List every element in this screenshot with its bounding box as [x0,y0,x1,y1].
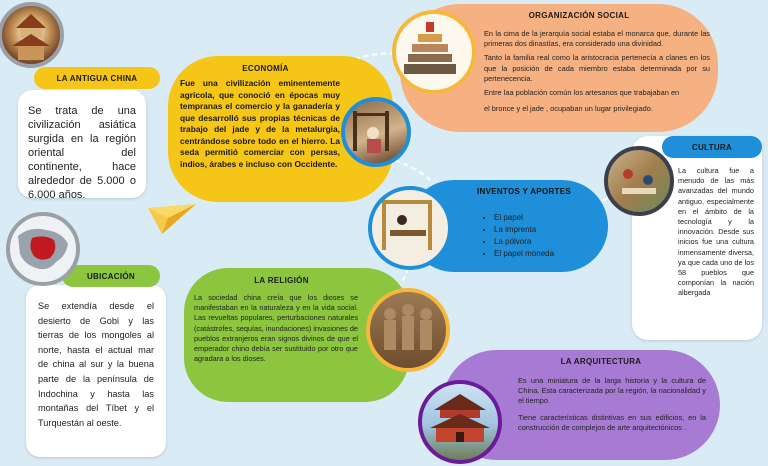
silk-weaver-illustration [345,101,407,163]
arquitectura-title: LA ARQUITECTURA [560,357,642,366]
cultura-title: CULTURA [691,143,733,152]
economia-text: Fue una civilización eminentemente agrícola, que conoció en épocas muy tempranas el comercio y la ganadería y que desarrolló sus propias técnicas de trabajo del jade y de la metalurgia, centrándose sobre todo en el hierro. La seda permitió comerciar con persas, indios, árabes e incluso con Occidente. [180,78,340,169]
paper-plane-icon [148,200,198,236]
inventos-item: • La imprenta [494,224,554,236]
inventos-item: • El papel [494,212,554,224]
printing-press-illustration [372,190,448,266]
organizacion-image [392,10,476,94]
organizacion-p2: Tanto la familia real como la aristocracia pertenecía a clanes en los que la posición de cada miembro estaba determinada por su pertenecencia. [484,53,710,83]
ubicacion-title: UBICACIÓN [86,272,136,281]
map-china-icon [10,216,76,282]
organizacion-p4: el bronce y el jade , ocupaban un lugar privilegiado. [484,104,653,114]
inventos-image [368,186,452,270]
ubicacion-card [26,285,166,457]
religion-text: La sociedad china creía que los dioses se manifestaban en la naturaleza y en la vida social. Las revueltas populares, perturbaciones naturales (catástrofes, sequías, inundaciones) invasiones de pueblos extranjeros eran signos divinos de que el emperador chino debía ser sustituido por otro que agradara a los dioses. [194,293,358,364]
organizacion-p1: En la cima de la jerarquía social estaba el monarca que, durante las primeras dos dinastías, era considerado una divinidad. [484,29,710,49]
cultura-text: La cultura fue a menudo de las más avanzadas del mundo antiguo, especialmente en el ámbito de la tecnología y la innovación. Desde sus inicios fue una cultura inmensamente diversa, ya que cada uno de los 58 pueblos que componían la nación albergada [678,166,754,298]
china-title-pill [34,67,160,89]
social-pyramid-illustration [396,14,472,90]
inventos-item: • La pólvora [494,236,554,248]
organizacion-p3: Entre laa población común los artesanos que trabajaban en [484,88,680,98]
temple-illustration [422,384,498,460]
arquitectura-text [518,376,706,433]
ubicacion-text: Se extendía desde el desierto de Gobi y las tierras de los mongoles al norte, hasta el actual mar de china al sur y la buena parte de la península de Indochina y hasta las montañas del Tíbet y el Turquestán al oeste. [38,301,154,428]
cultura-title-pill [662,136,762,158]
inventos-title: INVENTOS Y APORTES [476,187,572,196]
china-text: Se trata de una civilización asiática surgida en la región oriental del continente, hace alrededor de 5.000 o 6.000 años. [28,105,136,201]
arquitectura-p2: Tiene características distintivas en sus edificios, en la construcción de complejos de arte arquitectónicos . [518,412,706,432]
organizacion-title: ORGANIZACIÓN SOCIAL [528,11,630,20]
economia-image [341,97,411,167]
arquitectura-p1: Es una miniatura de la larga historia y la cultura de China. Esta caracterizada por la región, la nacionalidad y el tiempo. [518,376,706,406]
inventos-list [480,212,554,260]
economia-title: ECONOMÍA [242,64,289,73]
arquitectura-image [418,380,502,464]
religion-title: LA RELIGIÓN [254,276,309,285]
organizacion-text [484,29,710,114]
painting-illustration [608,150,670,212]
china-card [18,90,146,201]
ubicacion-title-pill [62,265,160,287]
cultura-image [604,146,674,216]
religion-image [366,288,450,372]
pagoda-illustration [2,6,60,64]
china-image [0,2,64,68]
china-title: LA ANTIGUA CHINA [56,74,138,83]
inventos-item: • El papel moneda [494,248,554,260]
ubicacion-map-image [6,212,80,286]
terracotta-warriors-illustration [370,292,446,368]
